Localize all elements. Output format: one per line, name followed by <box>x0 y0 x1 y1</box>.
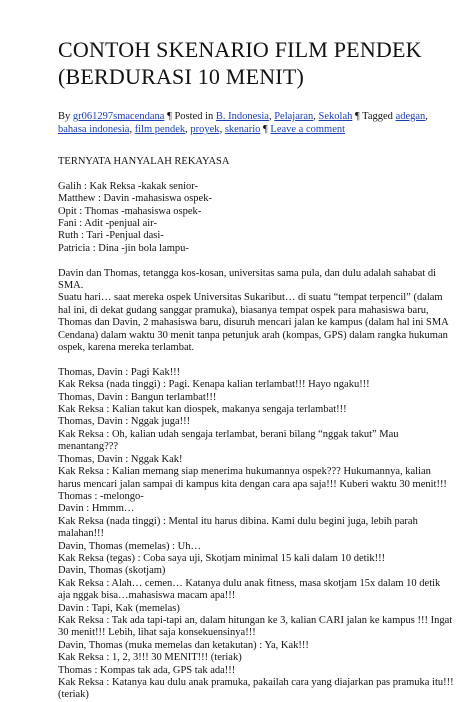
post-content <box>58 156 454 702</box>
tagged-label: ¶ Tagged <box>352 111 396 122</box>
tag-link-proyek[interactable]: proyek <box>190 124 220 135</box>
tag-link-skenario[interactable]: skenario <box>224 124 261 135</box>
dialogue-block: Thomas, Davin : Pagi Kak!!! Kak Reksa (nada tinggi) : Pagi. Kenapa kalian terlambat!!! Hayo ngaku!!! Thomas, Davin : Bangun terlambat!!! Kak Reksa : Kalian takut kan diospek, makanya sengaja terlambat!!! Thomas, Davin : Nggak juga!!! Kak Reksa : Oh, kalian udah sengaja terlambat, berani bilang “nggak takut” Mau menantang??? Thomas, Davin : Nggak Kak! Kak Reksa : Kalian memang siap menerima hukumannya ospek??? Hukumannya, kalian harus mencari jalan sampai di kampus kita dengan cara apa saja!!! Kuberi waktu 30 menit!!! Thomas : -melongo- Davin : Hmmm… Kak Reksa (nada tinggi) : Mental itu harus dibina. Kami dulu begini juga, lebih parah malahan!!! Davin, Thomas (memelas) : Uh… Kak Reksa (tegas) : Coba saya uji, Skotjam minimal 15 kali dalam 10 detik!!! Davin, Thomas (skotjam) Kak Reksa : Alah… cemen… Katanya dulu anak fitness, masa skotjam 15x dalam 10 detik aja nggak bisa…mahasiswa macam apa!!! Davin : Tapi, Kak (memelas) Kak Reksa : Tak ada tapi-tapi an, dalam hitungan ke 3, kalian CARI jalan ke kampus !!! Ingat 30 menit!!! Lebih, lihat saja konsekuensinya!!! Davin, Thomas (muka memelas dan ketakutan) : Ya, Kak!!! Kak Reksa : 1, 2, 3!!! 30 MENIT!!! (teriak) Thomas : Kompas tak ada, GPS tak ada!!! Kak Reksa : Katanya kau dulu anak pramuka, pakailah cara yang diajarkan pas pramuka itu!!! (teriak) <box>58 366 454 701</box>
tag-link-film-pendek[interactable]: film pendek <box>134 124 186 135</box>
page-title: CONTOH SKENARIO FILM PENDEK (BERDURASI 10 MENIT) <box>58 37 422 89</box>
category-link-pelajaran[interactable]: Pelajaran <box>274 111 314 122</box>
section-heading: TERNYATA HANYALAH REKAYASA <box>58 156 230 167</box>
category-link-b-indonesia[interactable]: B. Indonesia <box>215 111 269 122</box>
leave-comment-link[interactable]: Leave a comment <box>270 124 346 135</box>
tag-link-adegan[interactable]: adegan <box>395 111 426 122</box>
comment-separator: ¶ <box>260 124 271 135</box>
synopsis-paragraph: Davin dan Thomas, tetangga kos-kosan, universitas sama pula, dan dulu adalah sahabat di SMA. Suatu hari… saat mereka ospek Universitas Sukaribut… di suatu “tempat terpencil” (dalam hal ini, di dekat gudang sanggar pramuka), biasanya tempat ospek para mahasiswa baru, Thomas dan Davin, 2 mahasiswa baru, disuruh mencari jalan ke kampus (dalam hal ini SMA Cendana) dalam waktu 30 menit tanpa petunjuk arah (kompas, GPS) dalam rangka hukuman ospek, karena mereka terlambat. <box>58 267 449 354</box>
category-link-sekolah[interactable]: Sekolah <box>318 111 353 122</box>
post-meta: By gr061297smacendana ¶ Posted in B. Indonesia, Pelajaran, Sekolah ¶ Tagged adegan, bahasa indonesia, film pendek, proyek, skenario ¶ Leave a comment <box>58 111 428 135</box>
by-label: By <box>58 111 73 122</box>
posted-in-label: ¶ Posted in <box>164 111 216 122</box>
cast-list: Galih : Kak Reksa -kakak senior- Matthew : Davin -mahasiswa ospek- Opit : Thomas -mahasiswa ospek- Fani : Adit -penjual air- Ruth : Tari -Penjual dasi- Patricia : Dina -jin bola lampu- <box>58 180 212 254</box>
author-link[interactable]: gr061297smacendana <box>72 111 165 122</box>
tag-link-bahasa-indonesia[interactable]: bahasa indonesia <box>58 124 130 135</box>
